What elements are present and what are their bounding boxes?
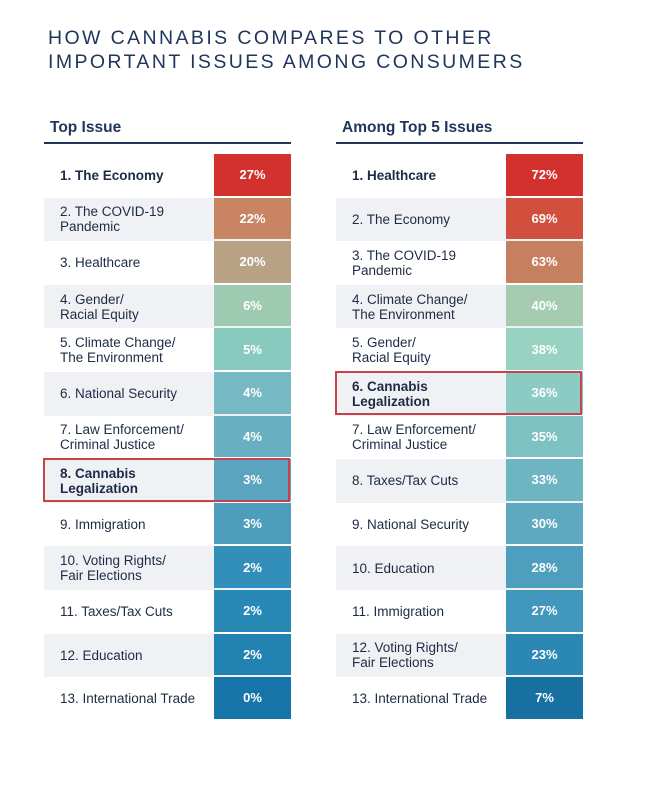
value-label: 38% (531, 341, 558, 357)
issue-label-text: 12. Voting Rights/ Fair Elections (352, 640, 458, 671)
value-cell (506, 590, 583, 632)
issue-label (352, 546, 502, 590)
top-issue-panel (44, 117, 291, 721)
value-cell (506, 634, 583, 676)
table-row (44, 154, 291, 198)
value-label: 6% (243, 298, 262, 314)
issue-label (60, 285, 210, 329)
table-row (44, 328, 291, 372)
value-cell (506, 285, 583, 327)
issue-label-text: 4. Gender/ Racial Equity (60, 291, 139, 322)
value-label: 7% (535, 690, 554, 706)
issue-label-text: 12. Education (60, 647, 143, 663)
table-row (44, 459, 291, 503)
chart-title (48, 26, 525, 74)
value-label: 4% (243, 385, 262, 401)
issue-label-text: 7. Law Enforcement/ Criminal Justice (60, 422, 184, 453)
value-label: 28% (531, 559, 558, 575)
value-label: 23% (531, 646, 558, 662)
value-cell (214, 503, 291, 545)
issue-label-text: 11. Taxes/Tax Cuts (60, 604, 173, 620)
issue-label (352, 459, 502, 503)
issue-label (60, 416, 210, 460)
value-label: 22% (239, 210, 266, 226)
value-cell (214, 372, 291, 414)
issue-label (352, 241, 502, 285)
value-label: 35% (531, 428, 558, 444)
value-cell (214, 677, 291, 719)
chart-title-line-1: HOW CANNABIS COMPARES TO OTHER (48, 27, 494, 49)
issue-label-text: 9. National Security (352, 517, 470, 533)
value-cell (214, 285, 291, 327)
issue-label-text: 7. Law Enforcement/ Criminal Justice (352, 422, 476, 453)
top-issue-rows (44, 154, 291, 721)
issue-label-text: 9. Immigration (60, 517, 146, 533)
issue-label-text: 8. Taxes/Tax Cuts (352, 473, 459, 489)
issue-label (60, 372, 210, 416)
value-cell (214, 154, 291, 196)
issue-label (60, 241, 210, 285)
value-cell (214, 634, 291, 676)
table-row (336, 328, 583, 372)
table-row (336, 634, 583, 678)
value-label: 20% (239, 254, 266, 270)
table-row (44, 416, 291, 460)
issue-label-text: 10. Voting Rights/ Fair Elections (60, 553, 166, 584)
table-row (44, 198, 291, 242)
value-label: 30% (531, 516, 558, 532)
table-row (44, 372, 291, 416)
table-row (44, 241, 291, 285)
issue-label-text: 13. International Trade (60, 691, 196, 707)
value-label: 33% (531, 472, 558, 488)
issue-label-text: 13. International Trade (352, 691, 488, 707)
value-cell (506, 503, 583, 545)
table-row (44, 546, 291, 590)
issue-label-text: 3. The COVID-19 Pandemic (352, 247, 457, 278)
table-row (44, 503, 291, 547)
table-row (336, 590, 583, 634)
issue-label (60, 590, 210, 634)
issue-label-text: 5. Gender/ Racial Equity (352, 335, 431, 366)
top5-issues-panel (336, 117, 583, 721)
value-label: 2% (243, 603, 262, 619)
value-cell (506, 241, 583, 283)
value-cell (506, 328, 583, 370)
table-row (336, 154, 583, 198)
value-label: 5% (243, 341, 262, 357)
issue-label-text: 2. The Economy (352, 211, 451, 227)
value-label: 0% (243, 690, 262, 706)
table-row (336, 372, 583, 416)
issue-label-text: 10. Education (352, 560, 435, 576)
top5-issues-rows (336, 154, 583, 721)
table-row (336, 285, 583, 329)
value-label: 2% (243, 646, 262, 662)
value-cell (214, 459, 291, 501)
value-label: 27% (239, 167, 266, 183)
issue-label-text: 1. The Economy (60, 168, 164, 184)
top-issue-header: Top Issue (44, 117, 291, 144)
issue-label-text: 3. Healthcare (60, 255, 141, 271)
issue-label-text: 6. National Security (60, 386, 178, 402)
chart-title-line-2: IMPORTANT ISSUES AMONG CONSUMERS (48, 51, 525, 73)
value-label: 40% (531, 298, 558, 314)
table-row (44, 677, 291, 721)
value-cell (214, 416, 291, 458)
value-cell (506, 546, 583, 588)
issue-label (352, 154, 502, 198)
issue-label (352, 503, 502, 547)
value-cell (214, 198, 291, 240)
table-row (336, 459, 583, 503)
table-row (336, 503, 583, 547)
table-row (44, 285, 291, 329)
issue-label (60, 198, 210, 242)
issue-label (60, 154, 210, 198)
issue-label (60, 503, 210, 547)
table-row (336, 198, 583, 242)
table-row (336, 546, 583, 590)
issue-label-text: 5. Climate Change/ The Environment (60, 335, 176, 366)
value-label: 63% (531, 254, 558, 270)
table-row (44, 634, 291, 678)
table-row (336, 677, 583, 721)
issue-label-text: 2. The COVID-19 Pandemic (60, 204, 165, 235)
value-label: 36% (531, 385, 558, 401)
value-cell (214, 546, 291, 588)
value-label: 3% (243, 472, 262, 488)
issue-label-text: 11. Immigration (352, 604, 445, 620)
value-label: 72% (531, 167, 558, 183)
value-cell (506, 459, 583, 501)
value-cell (506, 677, 583, 719)
table-row (336, 416, 583, 460)
value-cell (506, 372, 583, 414)
issue-label-text: 1. Healthcare (352, 168, 437, 184)
value-label: 3% (243, 516, 262, 532)
table-row (336, 241, 583, 285)
value-cell (506, 198, 583, 240)
issue-label (352, 590, 502, 634)
value-cell (214, 241, 291, 283)
table-row (44, 590, 291, 634)
value-cell (506, 416, 583, 458)
value-label: 69% (531, 210, 558, 226)
issue-label (60, 634, 210, 678)
issue-label-text: 4. Climate Change/ The Environment (352, 291, 468, 322)
value-label: 4% (243, 428, 262, 444)
issue-label-text: 6. Cannabis Legalization (352, 378, 431, 409)
issue-label (60, 328, 210, 372)
issue-label (352, 285, 502, 329)
issue-label (352, 328, 502, 372)
issue-label (352, 634, 502, 678)
value-cell (214, 328, 291, 370)
issue-label (352, 416, 502, 460)
value-cell (214, 590, 291, 632)
value-label: 2% (243, 559, 262, 575)
value-label: 27% (531, 603, 558, 619)
issue-label (60, 546, 210, 590)
issue-label (352, 198, 502, 242)
issue-label (352, 372, 502, 416)
issue-label (60, 459, 210, 503)
issue-label (352, 677, 502, 721)
top5-issues-header: Among Top 5 Issues (336, 117, 583, 144)
issue-label (60, 677, 210, 721)
value-cell (506, 154, 583, 196)
issue-label-text: 8. Cannabis Legalization (60, 465, 139, 496)
